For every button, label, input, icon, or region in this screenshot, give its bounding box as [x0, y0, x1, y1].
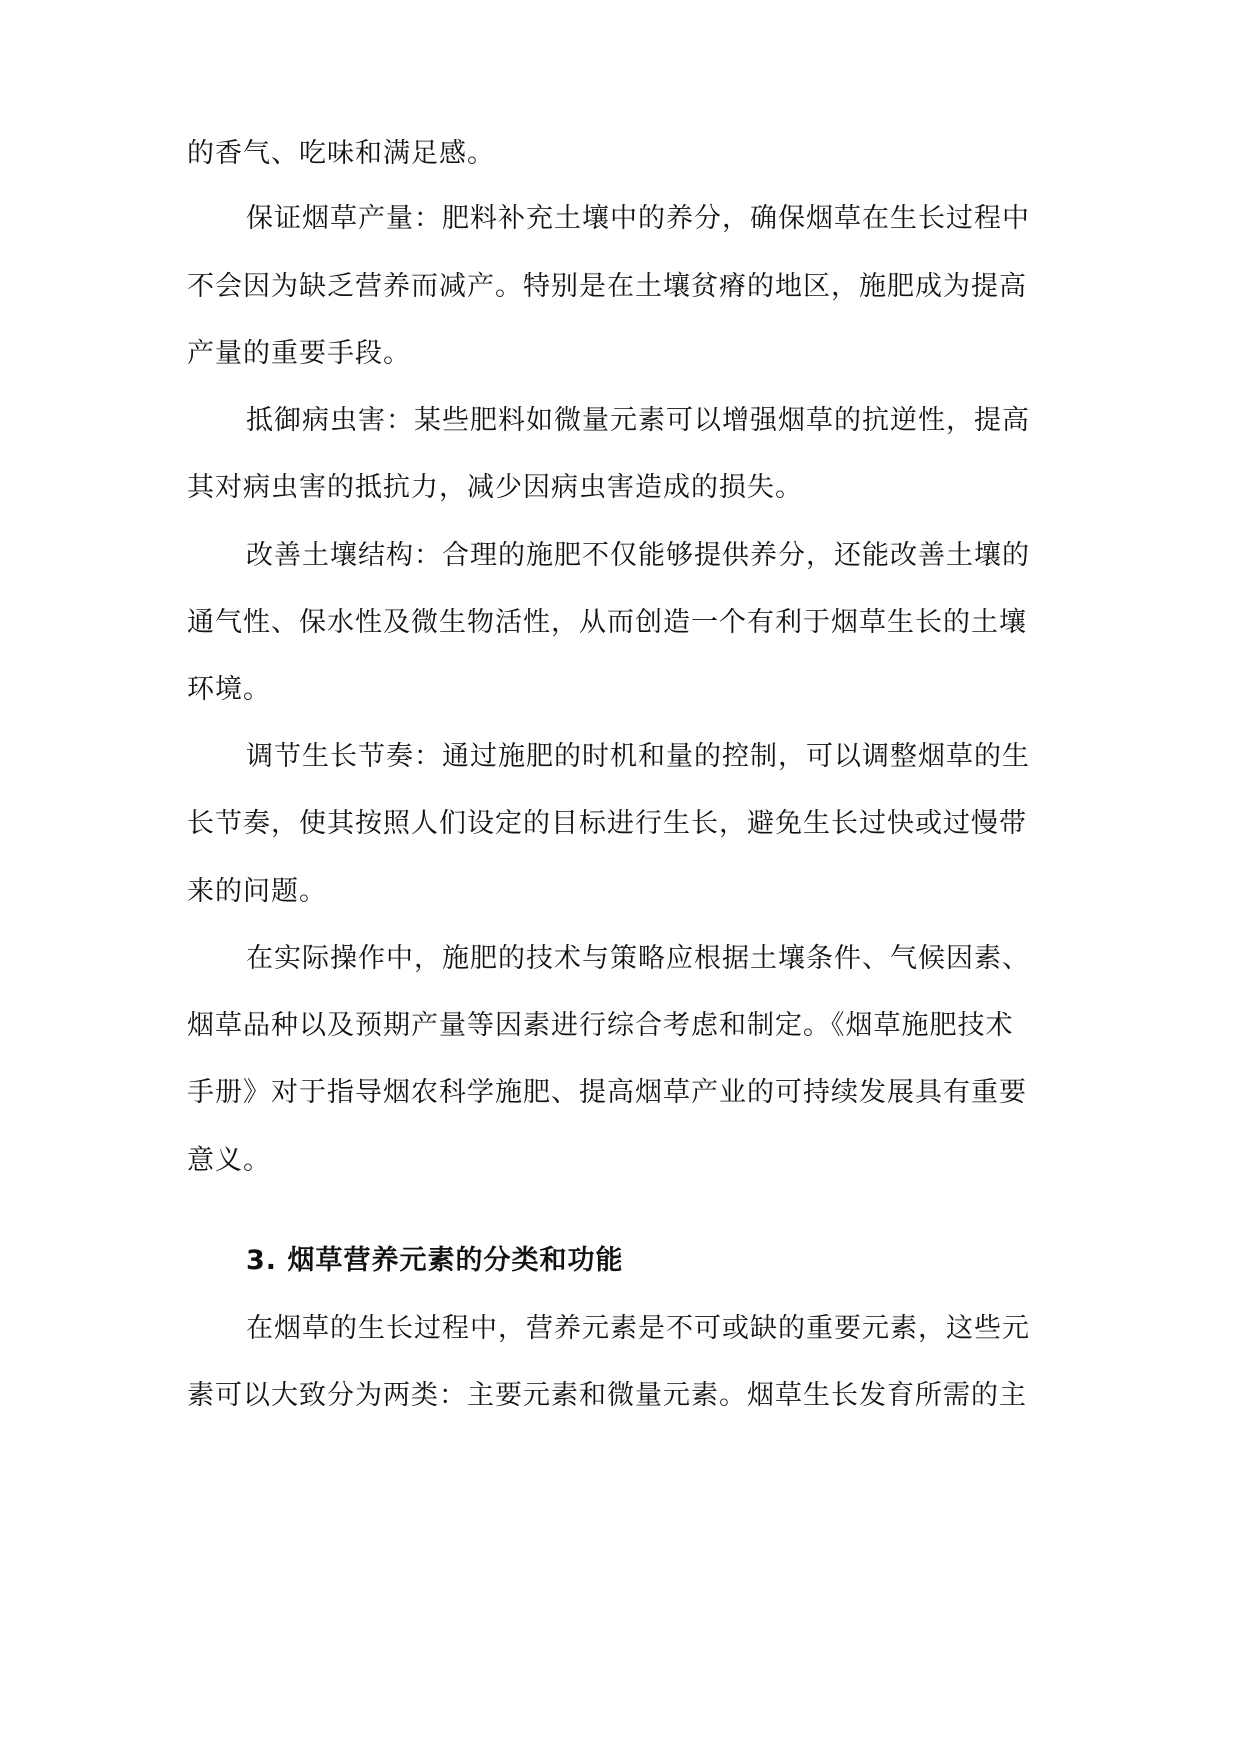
text-line: 环境。	[187, 674, 271, 705]
text-line: 素可以大致分为两类：主要元素和微量元素。烟草生长发育所需的主	[187, 1380, 1027, 1411]
paragraph-first-line: 抵御病虫害：某些肥料如微量元素可以增强烟草的抗逆性，提高	[246, 405, 1030, 436]
text-line: 其对病虫害的抵抗力，减少因病虫害造成的损失。	[187, 472, 803, 503]
paragraph-first-line: 在实际操作中，施肥的技术与策略应根据土壤条件、气候因素、	[246, 943, 1030, 974]
paragraph-first-line: 改善土壤结构：合理的施肥不仅能够提供养分，还能改善土壤的	[246, 540, 1030, 571]
text-line: 不会因为缺乏营养而减产。特别是在土壤贫瘠的地区，施肥成为提高	[187, 271, 1027, 302]
text-line: 通气性、保水性及微生物活性，从而创造一个有利于烟草生长的土壤	[187, 607, 1027, 638]
paragraph-first-line: 在烟草的生长过程中，营养元素是不可或缺的重要元素，这些元	[246, 1313, 1030, 1344]
text-line: 来的问题。	[187, 876, 327, 907]
text-line: 的香气、吃味和满足感。	[187, 138, 495, 169]
text-line: 意义。	[187, 1145, 271, 1176]
section-heading: 3. 烟草营养元素的分类和功能	[246, 1245, 624, 1276]
text-line: 手册》对于指导烟农科学施肥、提高烟草产业的可持续发展具有重要	[187, 1077, 1027, 1108]
text-line: 产量的重要手段。	[187, 338, 411, 369]
paragraph-first-line: 保证烟草产量：肥料补充土壤中的养分，确保烟草在生长过程中	[246, 203, 1030, 234]
text-line: 长节奏，使其按照人们设定的目标进行生长，避免生长过快或过慢带	[187, 808, 1027, 839]
paragraph-first-line: 调节生长节奏：通过施肥的时机和量的控制，可以调整烟草的生	[246, 741, 1030, 772]
text-line: 烟草品种以及预期产量等因素进行综合考虑和制定。《烟草施肥技术	[187, 1010, 1014, 1041]
